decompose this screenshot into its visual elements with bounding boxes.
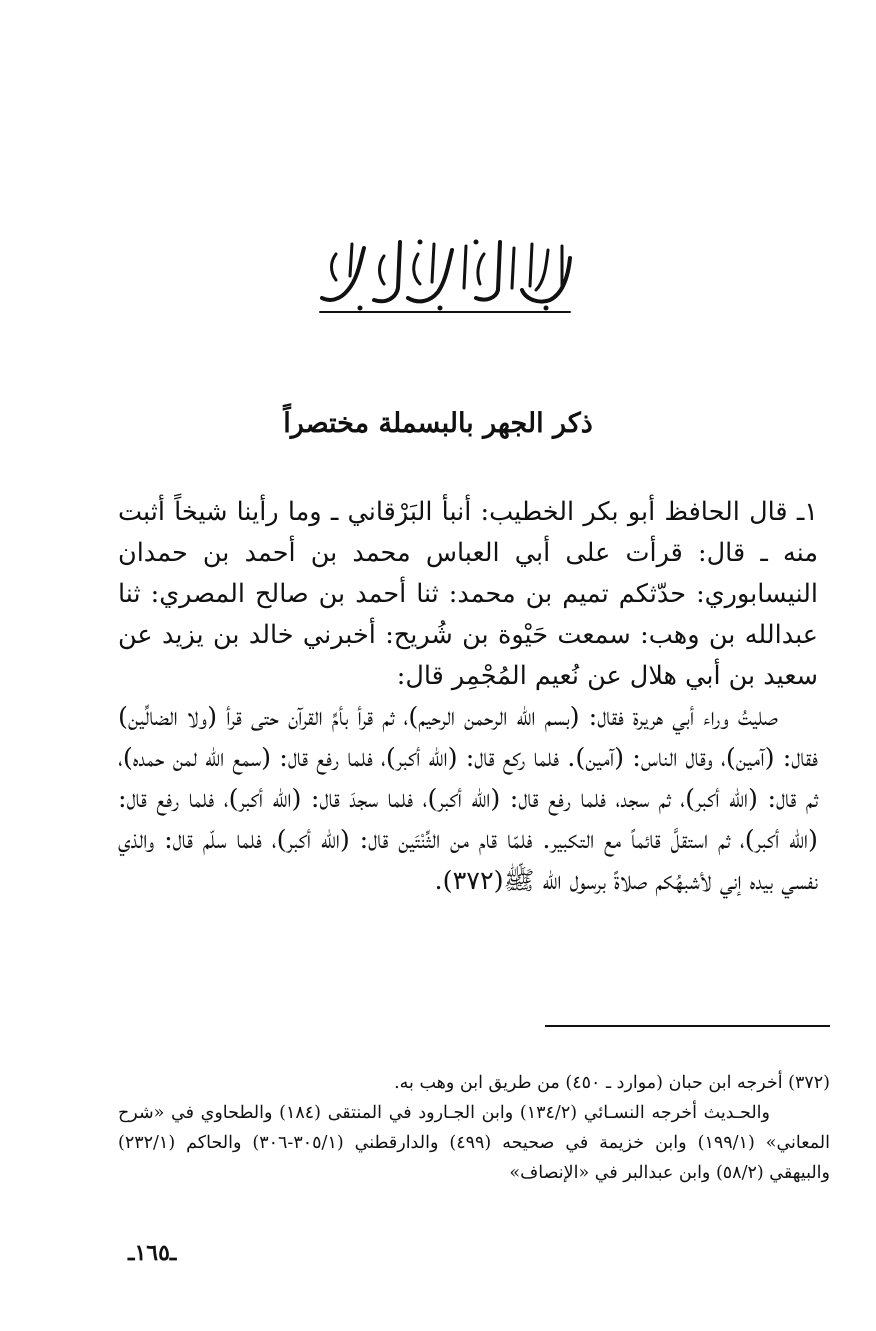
footnote-divider — [545, 1025, 830, 1027]
footnotes — [118, 1068, 830, 1188]
hadith-text — [118, 492, 818, 902]
section-heading: ذكر الجهر بالبسملة مختصراً — [283, 408, 593, 439]
page-number: ـ١٦٥ـ — [128, 1240, 177, 1266]
paragraph-isnad: ١ـ قال الحافظ أبو بكر الخطيب: أنبأ البَرْقاني ـ وما رأينا شيخاً أثبت منه ـ قال: قرأت على أبي العباس محمد بن أحمد بن حمدان النيسابوري: حدّثكم تميم بن محمد: ثنا أحمد بن صالح المصري: ثنا عبدالله بن وهب: سمعت حَيْوة بن شُريح: أخبرني خالد بن يزيد عن سعيد بن أبي هلال عن نُعيم المُجْمِر قال: — [118, 497, 818, 691]
basmala-calligraphy-image — [300, 228, 590, 318]
basmala-calligraphy — [300, 228, 590, 318]
footnote-372-continuation: والحـديث أخرجه النسـائي (١٣٤/٢) وابن الجـارود في المنتقى (١٨٤) والطحاوي في «شرح المعاني» (١٩٩/١) وابن خزيمة في صحيحه (٤٩٩) والدارقطني (٣٠٥/١-٣٠٦) والحاكم (٢٣٢/١) والبيهقي (٥٨/٢) وابن عبدالبر في «الإنصاف» — [118, 1103, 831, 1183]
paragraph-matn: صليتُ وراء أبي هريرة فقال: (بسم الله الرحمن الرحيم)، ثم قرأ بأمِّ القرآن حتى قرأ (ولا الضالِّين) فقال: (آمين)، وقال الناس: (آمين). فلما ركع قال: (الله أكبر)، فلما رفع قال: (سمع الله لمن حمده)، ثم قال: (الله أكبر)، ثم سجد، فلما رفع قال: (الله أكبر)، فلما سجدَ قال: (الله أكبر)، فلما رفع قال: (الله أكبر)، ثم استقلَّ قائماً مع التكبير. فلمّا قام من الثِّنْتَين قال: (الله أكبر)، فلما سلّم قال: والذي نفسي بيده إني لأشبهُكم صلاةً برسول الله ﷺ(٣٧٢). — [118, 702, 818, 896]
footnote-372: (٣٧٢) أخرجه ابن حبان (موارد ـ ٤٥٠) من طريق ابن وهب به. — [394, 1073, 830, 1093]
